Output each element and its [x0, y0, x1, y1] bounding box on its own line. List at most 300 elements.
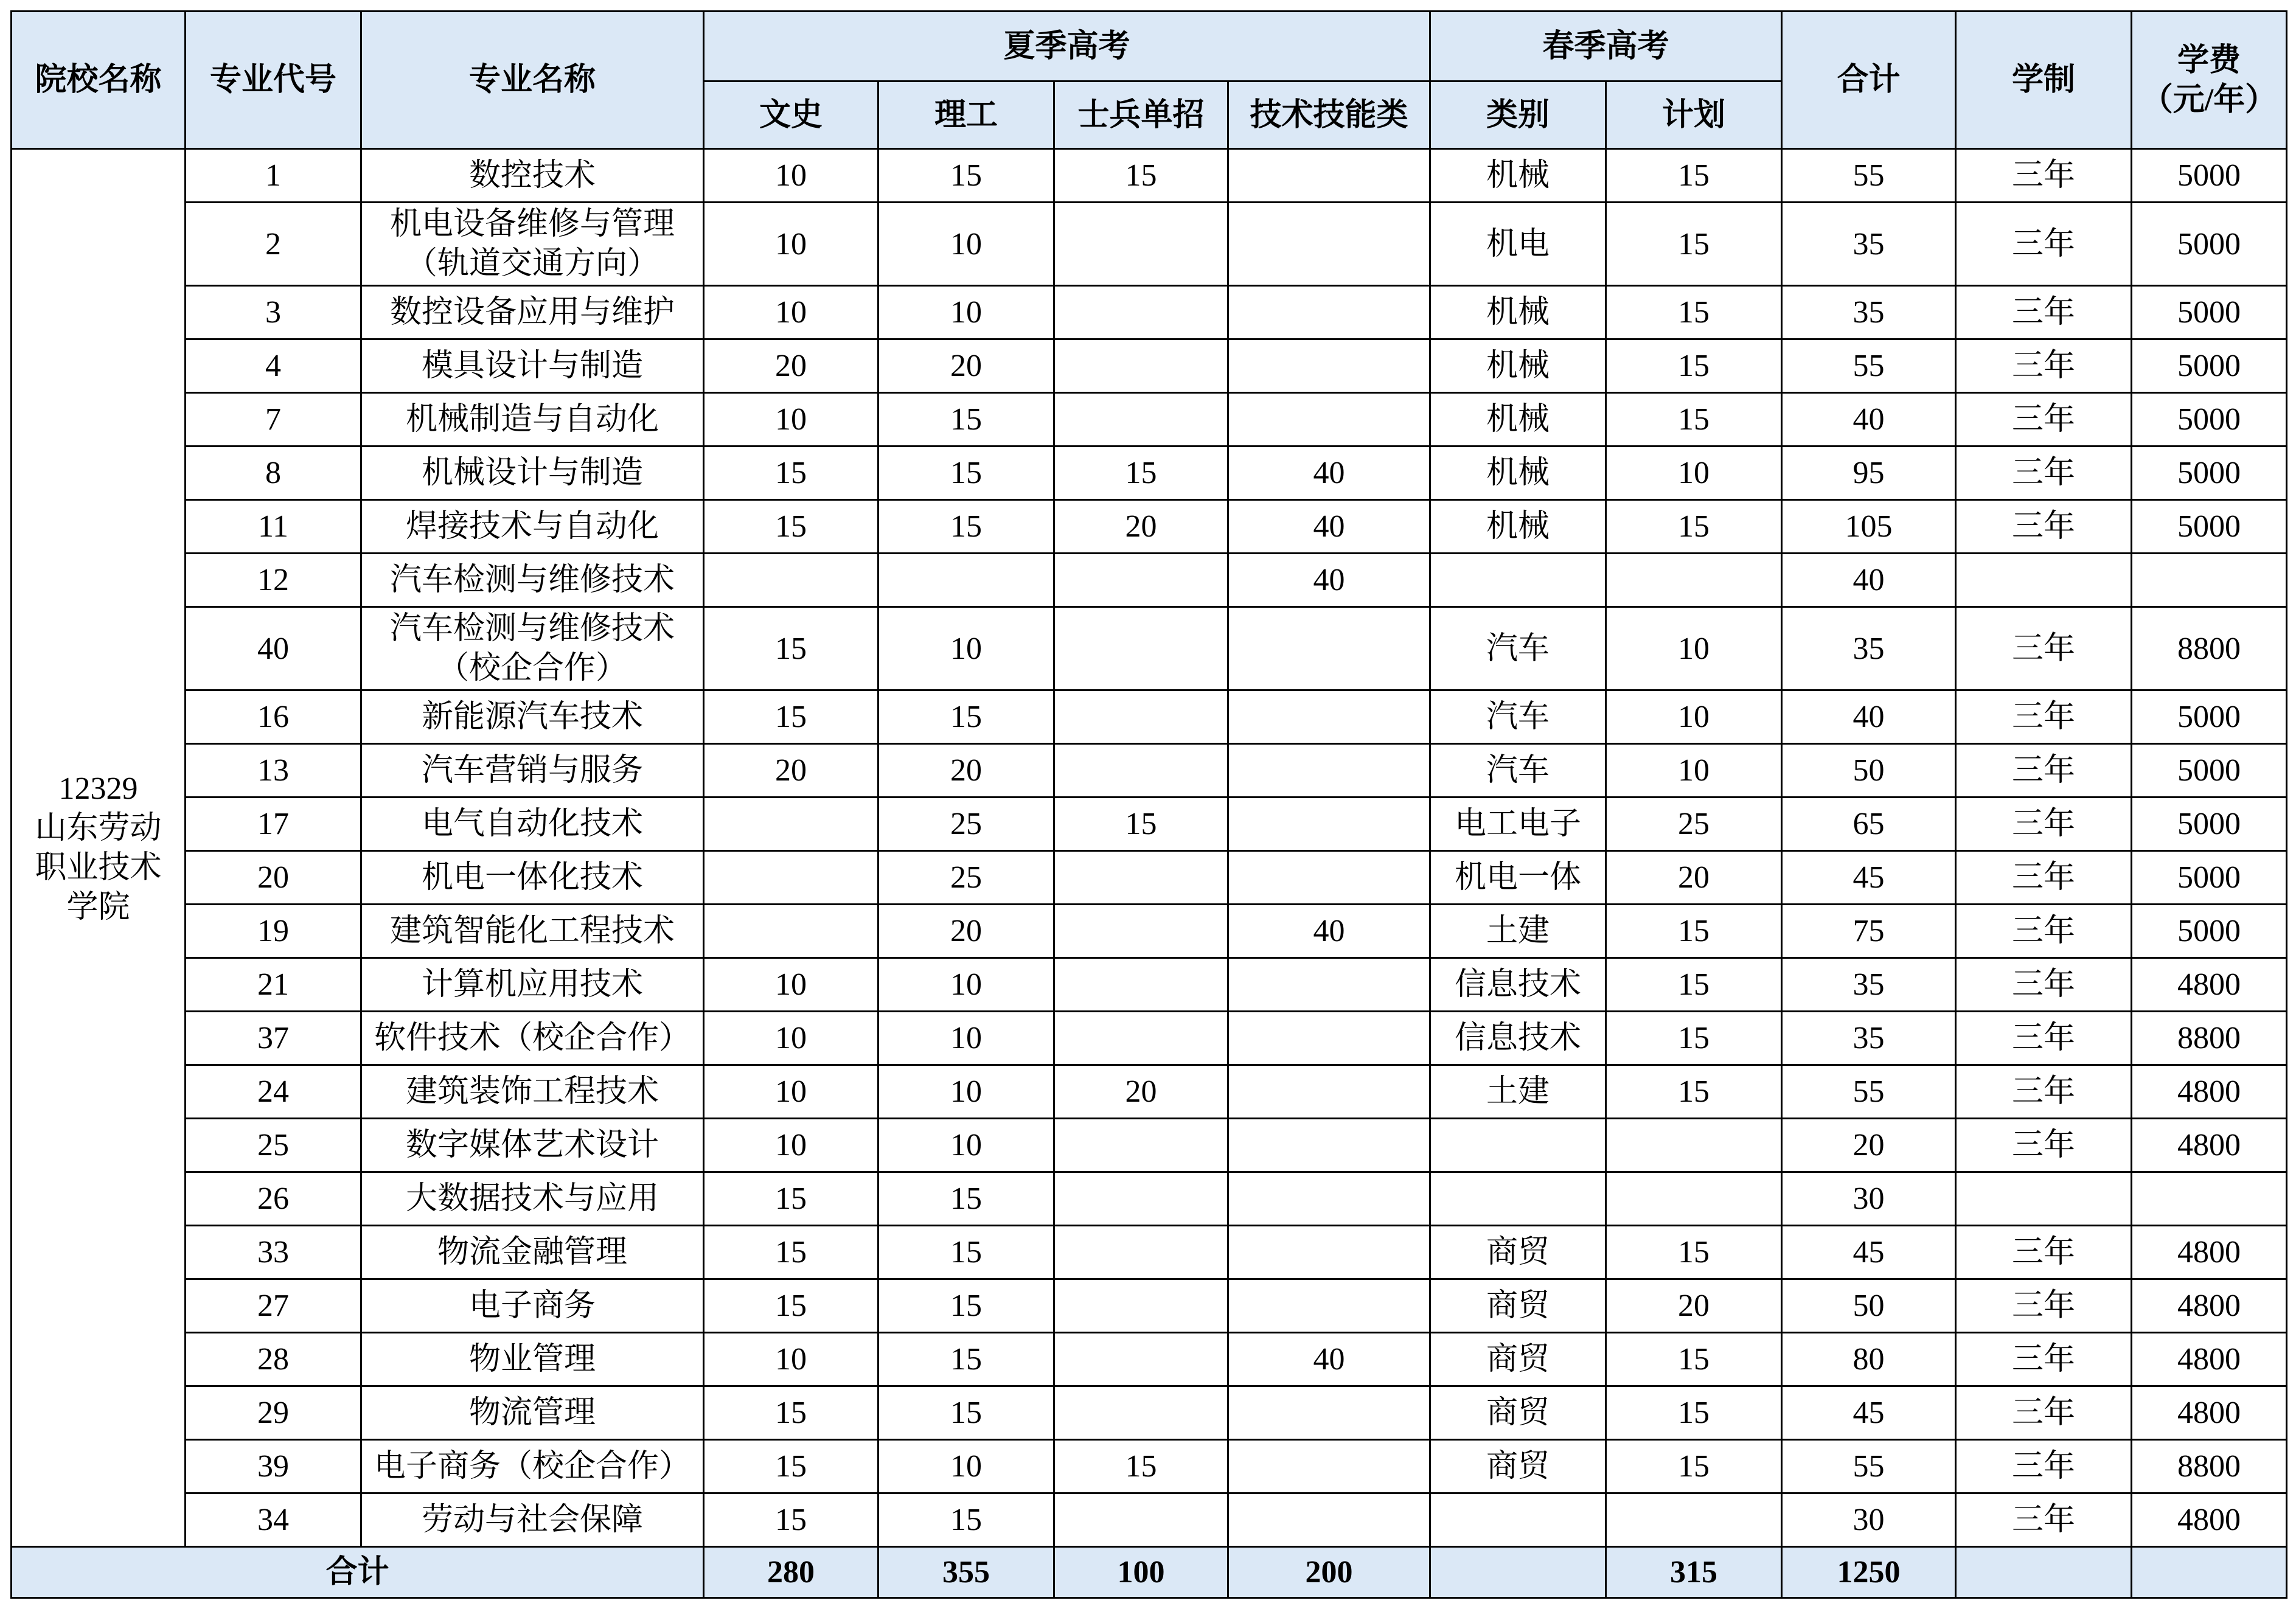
major-name-line: 数控设备应用与维护 [389, 295, 675, 330]
total-grand: 1250 [1782, 1547, 1956, 1598]
major-code-cell: 16 [186, 690, 361, 744]
major-name-cell [361, 798, 704, 851]
spring-plan-cell: 10 [1606, 690, 1782, 744]
spring-plan-cell [1606, 1119, 1782, 1172]
duration-cell: 三年 [1956, 149, 2132, 203]
major-name-line: （轨道交通方向） [405, 246, 659, 281]
major-name-line: （校企合作） [437, 651, 627, 686]
major-name-line: 机电设备维修与管理 [389, 207, 675, 242]
summer-science-cell [878, 554, 1054, 607]
summer-technical-skill-cell [1228, 1493, 1430, 1547]
tuition-cell: 5000 [2132, 798, 2287, 851]
major-code-cell: 8 [186, 447, 361, 500]
summer-technical-skill-cell: 40 [1228, 500, 1430, 554]
total-cell: 55 [1782, 1065, 1956, 1119]
major-name-cell [361, 203, 704, 286]
summer-technical-skill-cell [1228, 1119, 1430, 1172]
summer-technical-skill-cell [1228, 607, 1430, 690]
major-name-line: 焊接技术与自动化 [405, 509, 659, 544]
spring-plan-cell: 10 [1606, 744, 1782, 798]
tuition-cell: 4800 [2132, 1065, 2287, 1119]
major-code-cell: 24 [186, 1065, 361, 1119]
summer-technical-skill-cell [1228, 1012, 1430, 1065]
summer-science-cell: 10 [878, 1012, 1054, 1065]
summer-liberal-arts-cell [704, 905, 878, 958]
summer-soldier-cell [1054, 1493, 1228, 1547]
major-name-cell [361, 1440, 704, 1493]
header-tuition [2132, 12, 2287, 149]
summer-liberal-arts-cell: 20 [704, 339, 878, 393]
table-row [12, 1226, 2287, 1279]
summer-technical-skill-cell [1228, 798, 1430, 851]
duration-cell: 三年 [1956, 1279, 2132, 1333]
summer-liberal-arts-cell: 10 [704, 286, 878, 339]
summer-liberal-arts-cell: 15 [704, 1440, 878, 1493]
tuition-cell: 4800 [2132, 958, 2287, 1012]
tuition-cell: 4800 [2132, 1333, 2287, 1386]
summer-science-cell: 15 [878, 447, 1054, 500]
total-technical-skill: 200 [1228, 1547, 1430, 1598]
summer-soldier-cell [1054, 1012, 1228, 1065]
spring-plan-cell: 15 [1606, 1440, 1782, 1493]
major-name-cell [361, 286, 704, 339]
header-major-code: 专业代号 [186, 12, 361, 149]
major-name-cell [361, 1279, 704, 1333]
major-code-cell: 28 [186, 1333, 361, 1386]
summer-soldier-cell [1054, 1386, 1228, 1440]
duration-cell: 三年 [1956, 958, 2132, 1012]
spring-plan-cell: 15 [1606, 500, 1782, 554]
total-cell: 45 [1782, 851, 1956, 905]
major-name-cell [361, 1065, 704, 1119]
duration-cell: 三年 [1956, 798, 2132, 851]
major-code-cell: 37 [186, 1012, 361, 1065]
summer-science-cell: 15 [878, 1493, 1054, 1547]
school-name-line: 学院 [66, 889, 130, 925]
major-code-cell: 21 [186, 958, 361, 1012]
major-name-cell [361, 393, 704, 447]
summer-science-cell: 15 [878, 393, 1054, 447]
summer-science-cell: 10 [878, 203, 1054, 286]
summer-technical-skill-cell [1228, 203, 1430, 286]
spring-category-cell: 机械 [1430, 447, 1606, 500]
spring-plan-cell: 15 [1606, 149, 1782, 203]
summer-liberal-arts-cell: 10 [704, 1333, 878, 1386]
summer-technical-skill-cell [1228, 339, 1430, 393]
summer-liberal-arts-cell: 15 [704, 1279, 878, 1333]
major-code-cell: 1 [186, 149, 361, 203]
duration-cell: 三年 [1956, 744, 2132, 798]
duration-cell: 三年 [1956, 286, 2132, 339]
spring-category-cell: 商贸 [1430, 1333, 1606, 1386]
major-name-line: 建筑智能化工程技术 [389, 914, 675, 948]
major-code-cell: 2 [186, 203, 361, 286]
major-name-line: 劳动与社会保障 [421, 1503, 643, 1537]
duration-cell: 三年 [1956, 1386, 2132, 1440]
major-name-cell [361, 744, 704, 798]
tuition-cell: 5000 [2132, 393, 2287, 447]
spring-plan-cell [1606, 1172, 1782, 1226]
summer-liberal-arts-cell: 10 [704, 203, 878, 286]
tuition-cell [2132, 1172, 2287, 1226]
summer-technical-skill-cell [1228, 690, 1430, 744]
summer-technical-skill-cell [1228, 744, 1430, 798]
spring-plan-cell: 15 [1606, 905, 1782, 958]
summer-liberal-arts-cell [704, 798, 878, 851]
spring-plan-cell: 20 [1606, 1279, 1782, 1333]
major-name-line: 机电一体化技术 [421, 860, 643, 895]
header-tuition-unit: （元/年） [2141, 82, 2277, 117]
summer-liberal-arts-cell: 15 [704, 500, 878, 554]
major-code-cell: 39 [186, 1440, 361, 1493]
summer-liberal-arts-cell: 15 [704, 1386, 878, 1440]
duration-cell [1956, 1172, 2132, 1226]
enrollment-plan-table [10, 10, 2287, 1599]
major-name-cell [361, 607, 704, 690]
total-cell: 35 [1782, 1012, 1956, 1065]
spring-category-cell [1430, 1119, 1606, 1172]
spring-category-cell: 电工电子 [1430, 798, 1606, 851]
spring-category-cell: 机械 [1430, 393, 1606, 447]
summer-science-cell: 15 [878, 690, 1054, 744]
summer-soldier-cell: 15 [1054, 149, 1228, 203]
summer-soldier-cell [1054, 203, 1228, 286]
summer-technical-skill-cell [1228, 1440, 1430, 1493]
header-major-name: 专业名称 [361, 12, 704, 149]
duration-cell: 三年 [1956, 1012, 2132, 1065]
summer-soldier-cell: 15 [1054, 798, 1228, 851]
total-cell: 75 [1782, 905, 1956, 958]
header-spring-plan: 计划 [1606, 82, 1782, 149]
summer-soldier-cell [1054, 393, 1228, 447]
spring-category-cell: 土建 [1430, 905, 1606, 958]
tuition-cell: 5000 [2132, 286, 2287, 339]
summer-technical-skill-cell [1228, 1226, 1430, 1279]
total-cell: 50 [1782, 744, 1956, 798]
summer-liberal-arts-cell: 15 [704, 607, 878, 690]
tuition-cell: 5000 [2132, 690, 2287, 744]
header-duration: 学制 [1956, 12, 2132, 149]
summer-soldier-cell [1054, 1279, 1228, 1333]
spring-category-cell: 机械 [1430, 149, 1606, 203]
major-code-cell: 33 [186, 1226, 361, 1279]
tuition-cell: 5000 [2132, 905, 2287, 958]
total-cell: 35 [1782, 958, 1956, 1012]
major-code-cell: 29 [186, 1386, 361, 1440]
summer-liberal-arts-cell: 10 [704, 1065, 878, 1119]
table-row [12, 905, 2287, 958]
spring-plan-cell: 10 [1606, 447, 1782, 500]
duration-cell: 三年 [1956, 1226, 2132, 1279]
total-spring-category [1430, 1547, 1606, 1598]
summer-soldier-cell [1054, 958, 1228, 1012]
duration-cell: 三年 [1956, 1119, 2132, 1172]
major-name-line: 电子商务（校企合作） [374, 1449, 691, 1484]
summer-soldier-cell [1054, 1119, 1228, 1172]
duration-cell: 三年 [1956, 851, 2132, 905]
major-name-line: 物流金融管理 [437, 1235, 627, 1270]
summer-liberal-arts-cell: 15 [704, 690, 878, 744]
summer-technical-skill-cell [1228, 1386, 1430, 1440]
summer-technical-skill-cell: 40 [1228, 905, 1430, 958]
major-code-cell: 17 [186, 798, 361, 851]
table-row [12, 690, 2287, 744]
major-name-line: 汽车检测与维修技术 [389, 563, 675, 597]
major-name-line: 汽车营销与服务 [421, 753, 643, 788]
tuition-cell: 5000 [2132, 447, 2287, 500]
summer-science-cell: 20 [878, 339, 1054, 393]
major-name-cell [361, 500, 704, 554]
table-row [12, 1012, 2287, 1065]
spring-category-cell: 土建 [1430, 1065, 1606, 1119]
table-row [12, 203, 2287, 286]
summer-soldier-cell: 20 [1054, 1065, 1228, 1119]
header-row-top [12, 12, 2287, 82]
summer-soldier-cell [1054, 1172, 1228, 1226]
spring-category-cell: 汽车 [1430, 690, 1606, 744]
spring-plan-cell: 20 [1606, 851, 1782, 905]
summer-liberal-arts-cell: 20 [704, 744, 878, 798]
major-name-line: 机械制造与自动化 [405, 402, 659, 437]
summer-soldier-cell [1054, 1226, 1228, 1279]
summer-technical-skill-cell: 40 [1228, 447, 1430, 500]
spring-category-cell: 机电一体 [1430, 851, 1606, 905]
table-row [12, 339, 2287, 393]
spring-plan-cell: 15 [1606, 393, 1782, 447]
table-row [12, 798, 2287, 851]
major-name-cell [361, 554, 704, 607]
spring-category-cell: 商贸 [1430, 1226, 1606, 1279]
summer-soldier-cell [1054, 286, 1228, 339]
header-total: 合计 [1782, 12, 1956, 149]
summer-liberal-arts-cell: 15 [704, 447, 878, 500]
major-code-cell: 12 [186, 554, 361, 607]
summer-soldier-cell [1054, 607, 1228, 690]
table-row [12, 1172, 2287, 1226]
major-name-cell [361, 1226, 704, 1279]
summer-science-cell: 15 [878, 1386, 1054, 1440]
table-row [12, 1119, 2287, 1172]
summer-technical-skill-cell: 40 [1228, 1333, 1430, 1386]
summer-science-cell: 20 [878, 744, 1054, 798]
summer-soldier-cell [1054, 905, 1228, 958]
spring-category-cell: 机电 [1430, 203, 1606, 286]
duration-cell: 三年 [1956, 1065, 2132, 1119]
total-cell: 55 [1782, 1440, 1956, 1493]
summer-science-cell: 25 [878, 851, 1054, 905]
major-name-cell [361, 958, 704, 1012]
major-code-cell: 27 [186, 1279, 361, 1333]
summer-science-cell: 15 [878, 149, 1054, 203]
spring-plan-cell: 15 [1606, 339, 1782, 393]
major-name-line: 数控技术 [468, 158, 596, 193]
major-name-line: 计算机应用技术 [421, 967, 643, 1002]
summer-technical-skill-cell: 40 [1228, 554, 1430, 607]
total-tuition [2132, 1547, 2287, 1598]
major-name-cell [361, 1119, 704, 1172]
summer-soldier-cell [1054, 851, 1228, 905]
table-header [12, 12, 2287, 149]
table-row [12, 393, 2287, 447]
total-cell: 35 [1782, 203, 1956, 286]
summer-liberal-arts-cell [704, 851, 878, 905]
spring-category-cell: 机械 [1430, 286, 1606, 339]
duration-cell: 三年 [1956, 447, 2132, 500]
table-row [12, 1386, 2287, 1440]
duration-cell: 三年 [1956, 690, 2132, 744]
duration-cell: 三年 [1956, 1333, 2132, 1386]
major-name-cell [361, 339, 704, 393]
total-spring-plan: 315 [1606, 1547, 1782, 1598]
summer-technical-skill-cell [1228, 1065, 1430, 1119]
major-name-line: 软件技术（校企合作） [374, 1021, 691, 1055]
school-name-line: 山东劳动 [35, 810, 162, 846]
tuition-cell: 5000 [2132, 339, 2287, 393]
total-cell: 35 [1782, 286, 1956, 339]
table-row [12, 1493, 2287, 1547]
spring-plan-cell: 15 [1606, 286, 1782, 339]
summer-liberal-arts-cell: 15 [704, 1493, 878, 1547]
tuition-cell: 4800 [2132, 1493, 2287, 1547]
spring-category-cell: 机械 [1430, 339, 1606, 393]
major-code-cell: 3 [186, 286, 361, 339]
tuition-cell: 5000 [2132, 149, 2287, 203]
spring-plan-cell [1606, 554, 1782, 607]
summer-science-cell: 10 [878, 1119, 1054, 1172]
table-row [12, 447, 2287, 500]
major-name-line: 机械设计与制造 [421, 456, 643, 490]
spring-category-cell [1430, 554, 1606, 607]
duration-cell: 三年 [1956, 393, 2132, 447]
summer-liberal-arts-cell: 15 [704, 1172, 878, 1226]
summer-liberal-arts-cell: 10 [704, 1119, 878, 1172]
tuition-cell: 5000 [2132, 500, 2287, 554]
tuition-cell: 4800 [2132, 1226, 2287, 1279]
header-tuition-label: 学费 [2177, 43, 2241, 78]
spring-plan-cell: 25 [1606, 798, 1782, 851]
summer-technical-skill-cell [1228, 1279, 1430, 1333]
summer-science-cell: 25 [878, 798, 1054, 851]
summer-science-cell: 15 [878, 1333, 1054, 1386]
header-spring-exam: 春季高考 [1430, 12, 1782, 82]
major-code-cell: 40 [186, 607, 361, 690]
summer-soldier-cell [1054, 339, 1228, 393]
spring-plan-cell: 15 [1606, 203, 1782, 286]
summer-liberal-arts-cell: 15 [704, 1226, 878, 1279]
summer-liberal-arts-cell: 10 [704, 149, 878, 203]
table-row [12, 607, 2287, 690]
table-row [12, 1440, 2287, 1493]
major-name-cell [361, 1386, 704, 1440]
summer-science-cell: 10 [878, 607, 1054, 690]
tuition-cell [2132, 554, 2287, 607]
major-code-cell: 20 [186, 851, 361, 905]
total-cell: 55 [1782, 339, 1956, 393]
total-cell: 40 [1782, 393, 1956, 447]
tuition-cell: 8800 [2132, 1440, 2287, 1493]
total-cell: 55 [1782, 149, 1956, 203]
major-name-cell [361, 1493, 704, 1547]
spring-plan-cell: 15 [1606, 1226, 1782, 1279]
total-row [12, 1547, 2287, 1598]
table-row [12, 500, 2287, 554]
header-soldier: 士兵单招 [1054, 82, 1228, 149]
total-cell: 40 [1782, 554, 1956, 607]
total-cell: 45 [1782, 1386, 1956, 1440]
spring-plan-cell: 15 [1606, 958, 1782, 1012]
tuition-cell: 5000 [2132, 744, 2287, 798]
total-cell: 35 [1782, 607, 1956, 690]
spring-category-cell: 汽车 [1430, 607, 1606, 690]
summer-technical-skill-cell [1228, 1172, 1430, 1226]
spring-category-cell [1430, 1172, 1606, 1226]
total-science: 355 [878, 1547, 1054, 1598]
major-code-cell: 19 [186, 905, 361, 958]
total-cell: 45 [1782, 1226, 1956, 1279]
header-liberal-arts: 文史 [704, 82, 878, 149]
header-technical-skill: 技术技能类 [1228, 82, 1430, 149]
summer-liberal-arts-cell: 10 [704, 958, 878, 1012]
table-body [12, 149, 2287, 1547]
major-name-line: 物流管理 [468, 1396, 596, 1430]
major-code-cell: 4 [186, 339, 361, 393]
total-label: 合计 [12, 1547, 704, 1598]
summer-technical-skill-cell [1228, 393, 1430, 447]
summer-soldier-cell: 15 [1054, 1440, 1228, 1493]
summer-soldier-cell [1054, 744, 1228, 798]
major-name-line: 大数据技术与应用 [405, 1181, 659, 1216]
spring-plan-cell [1606, 1493, 1782, 1547]
school-code: 12329 [58, 771, 138, 806]
major-name-line: 模具设计与制造 [421, 349, 643, 383]
table-row [12, 1279, 2287, 1333]
total-cell: 105 [1782, 500, 1956, 554]
spring-category-cell [1430, 1493, 1606, 1547]
summer-science-cell: 10 [878, 1440, 1054, 1493]
total-cell: 95 [1782, 447, 1956, 500]
major-code-cell: 7 [186, 393, 361, 447]
summer-science-cell: 20 [878, 905, 1054, 958]
tuition-cell: 4800 [2132, 1386, 2287, 1440]
major-name-cell [361, 905, 704, 958]
spring-category-cell: 商贸 [1430, 1279, 1606, 1333]
total-cell: 50 [1782, 1279, 1956, 1333]
header-school: 院校名称 [12, 12, 186, 149]
tuition-cell: 4800 [2132, 1119, 2287, 1172]
summer-liberal-arts-cell: 10 [704, 1012, 878, 1065]
table-row [12, 851, 2287, 905]
table-row [12, 744, 2287, 798]
duration-cell: 三年 [1956, 607, 2132, 690]
spring-plan-cell: 15 [1606, 1333, 1782, 1386]
duration-cell: 三年 [1956, 500, 2132, 554]
summer-science-cell: 15 [878, 1226, 1054, 1279]
summer-technical-skill-cell [1228, 851, 1430, 905]
major-code-cell: 13 [186, 744, 361, 798]
spring-category-cell: 商贸 [1430, 1386, 1606, 1440]
major-code-cell: 26 [186, 1172, 361, 1226]
major-name-cell [361, 1012, 704, 1065]
major-name-line: 新能源汽车技术 [421, 700, 643, 734]
summer-soldier-cell: 15 [1054, 447, 1228, 500]
tuition-cell: 4800 [2132, 1279, 2287, 1333]
major-name-cell [361, 1333, 704, 1386]
summer-science-cell: 15 [878, 500, 1054, 554]
major-name-cell [361, 851, 704, 905]
table-row [12, 554, 2287, 607]
major-name-line: 数字媒体艺术设计 [405, 1128, 659, 1163]
major-name-line: 物业管理 [468, 1342, 596, 1377]
